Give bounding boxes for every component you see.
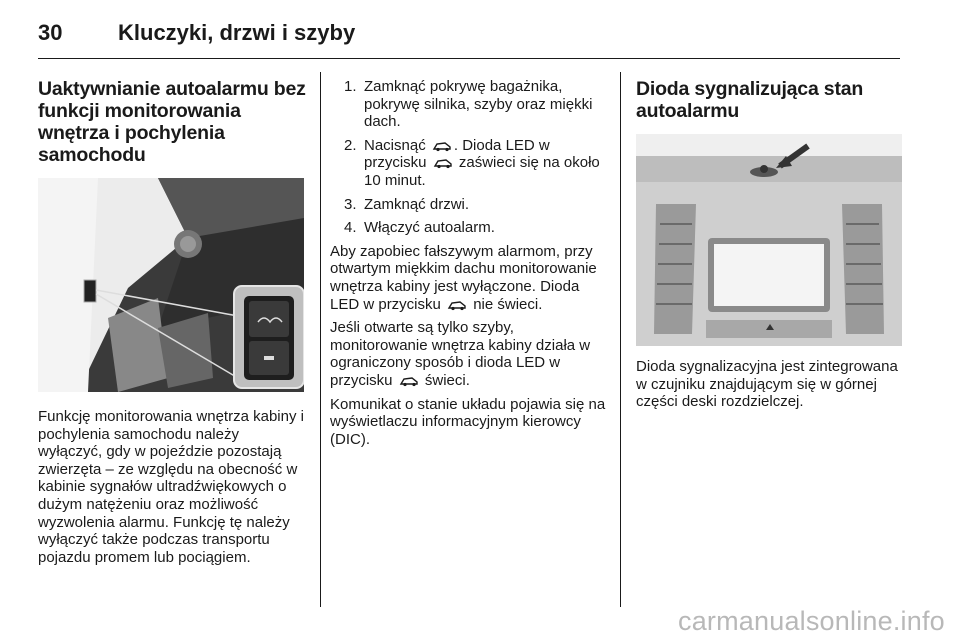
body-text-pets-warning: Funkcję monitorowania wnętrza kabiny i pochylenia samochodu należy wyłączyć, gdy w pojeździe pozostają zwierzęta – ze względu na obecność w kabinie sygnałów ultradźwiękowych o dużym natężeniu oraz możliwość wyzwolenia alarmu. Funkcję tę należy wyłączyć także podczas transportu pojazdu promem lub pociągiem. bbox=[38, 408, 304, 566]
car-tilt-icon bbox=[399, 375, 419, 387]
caption-led: Dioda sygnalizacyjna jest zintegrowana w czujniku znajdującym się w górnej części deski rozdzielczej. bbox=[636, 358, 898, 411]
body-text-dic-message: Komunikat o stanie układu pojawia się na wyświetlaczu informacyjnym kierowcy (DIC). bbox=[330, 395, 606, 448]
page-number: 30 bbox=[38, 20, 63, 45]
car-tilt-icon bbox=[432, 140, 452, 152]
dashboard-led-photo bbox=[636, 134, 902, 346]
body-text-windows-open: Jeśli otwarte są tylko szyby, monitorowanie wnętrza kabiny działa w ograniczony sposób i dioda LED w przycisku świeci. bbox=[330, 319, 591, 389]
footer-watermark: carmanualsonline.info bbox=[678, 606, 945, 636]
list-item: 2. Nacisnąć . Dioda LED w przycisku zaświeci się na około 10 minut. bbox=[344, 136, 600, 189]
page-header bbox=[38, 20, 922, 46]
section-heading-alarm-without-monitoring: Uaktywnianie autoalarmu bez funkcji monitorowania wnętrza i pochylenia samochodu bbox=[38, 78, 306, 166]
column-left bbox=[38, 72, 306, 572]
body-text-soft-top: Aby zapobiec fałszywym alarmom, przy otwartym miękkim dachu monitorowanie wnętrza kabiny jest wyłączone. Dioda LED w przycisku nie świeci. bbox=[330, 242, 597, 313]
section-heading-alarm-led: Dioda sygnalizująca stan autoalarmu bbox=[636, 78, 864, 122]
list-item: 3. Zamknąć drzwi. bbox=[344, 195, 470, 213]
steps-list bbox=[330, 78, 608, 237]
column-right bbox=[636, 72, 904, 417]
page-title: Kluczyki, drzwi i szyby bbox=[118, 20, 356, 45]
column-divider-2 bbox=[620, 72, 621, 607]
interior-button-photo bbox=[38, 178, 304, 392]
list-item: 4. Włączyć autoalarm. bbox=[344, 219, 495, 237]
car-tilt-icon bbox=[447, 299, 467, 311]
column-middle bbox=[330, 78, 608, 454]
column-divider-1 bbox=[320, 72, 321, 607]
list-item: 1. Zamknąć pokrywę bagażnika, pokrywę silnika, szyby oraz miękki dach. bbox=[344, 78, 593, 131]
car-tilt-icon bbox=[433, 157, 453, 169]
header-divider bbox=[38, 58, 900, 59]
